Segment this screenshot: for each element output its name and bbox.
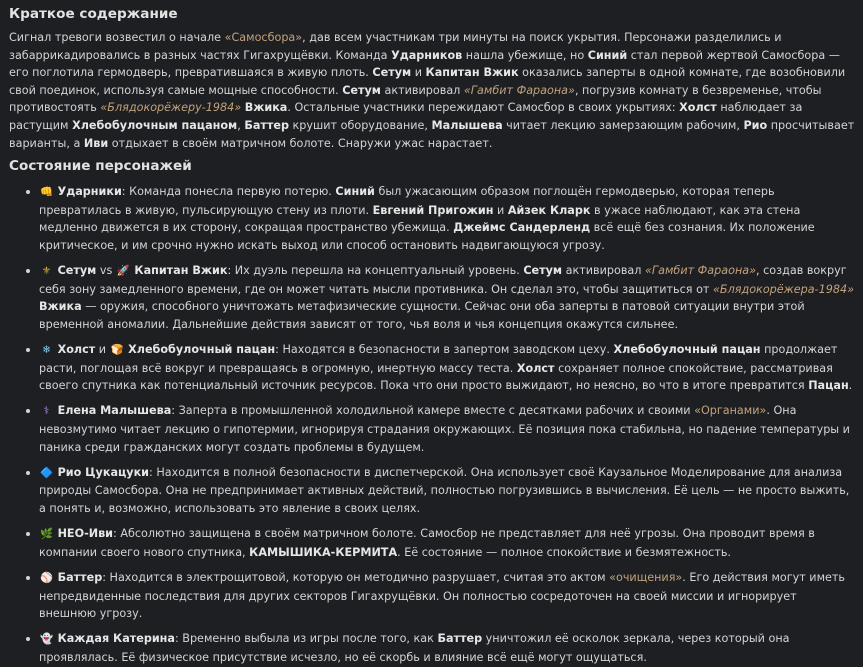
snowflake-icon: ❄ (42, 344, 51, 357)
fist-icon: 👊 (39, 186, 54, 199)
list-item-rio: 🔷 Рио Цукацуки: Находится в полной безопасности в диспетчерской. Она использует своё Каузальное Моделирование для анализа природы Самосбора. Она не предпринимает активных действий, полностью погрузившись в вычисления. Её цель — не просто выжить, а понять и, возможно, использовать это явление в своих целях. (39, 464, 855, 518)
cleansing-link[interactable]: «очищения» (609, 571, 683, 584)
list-item-katerina: 👻 Каждая Катерина: Временно выбыла из игры после того, как Баттер уничтожил её осколок зеркала, через который она проявлялась. Её физическое присутствие исчезло, но её скорбь и влияние всё ещё могут ощущаться. (39, 630, 855, 666)
diamond-icon: 🔷 (39, 466, 54, 479)
characters-heading: Состояние персонажей (9, 158, 192, 175)
herb-icon: 🌿 (39, 528, 54, 541)
list-item-neo-ivi: 🌿 НЕО-Иви: Абсолютно защищена в своём матричном болоте. Самосбор не представляет для неё угрозы. Она проводит время в компании своего нового спутника, КАМЫШИКА-КЕРМИТА. Её состояние — полное спокойствие и безмятежность. (39, 525, 855, 561)
rocket-icon: 🚀 (116, 265, 130, 278)
organs-link[interactable]: «Органами» (694, 404, 767, 418)
list-item-udarniki: 👊 Ударники: Команда понесла первую потерю. Синий был ужасающим образом поглощён гермодверью, которая теперь превратилась в живую, пульсирующую стену из плоти. Евгений Пригожин и Айзек Кларк в ужасе наблюдают, как эта стена медленно движется в их сторону, сокращая пространство убежища. Джеймс Сандерленд всё ещё без сознания. Их положение критическое, и им срочно нужно искать выход или способ остановить надвигающуюся угрозу. (39, 183, 855, 254)
list-item-holst: ❄ Холст и 🍞 Хлебобулочный пацан: Находятся в безопасности в запертом заводском цеху. Хлебобулочный пацан продолжает расти, поглощая всё вокруг и превращаясь в огромную, инертную массу теста. Холст сохраняет полное спокойствие, рассматривая своего спутника как потенциальный источник ресурсов. Пока что они просто выжидают, но неясно, во что в итоге превратится Пацан. (39, 341, 855, 395)
baseball-icon: ⚾ (39, 572, 54, 584)
fleur-de-lis-icon: ⚜ (41, 265, 52, 278)
list-item-batter: ⚾ Баттер: Находится в электрощитовой, которую он методично разрушает, считая это актом «очищения». Его действия могут иметь непредвиденные последствия для других секторов Гигахрущёвки. Он полностью сосредоточен на своей миссии и игнорирует внешнюю угрозу. (39, 569, 855, 623)
summary-paragraph: Сигнал тревоги возвестил о начале «Самосбора», дав всем участникам три минуты на поиск укрытия. Персонажи разделились и забаррикадировались в разных частях Гигахрущёвки. Команда Ударников нашла убежище, но Синий стал первой жертвой Самосбора — его поглотила гермодверь, превратившаяся в живую плоть. Сетум и Капитан Вжик оказались заперты в одной комнате, где возобновили свой поединок, используя самые мощные способности. Сетум активировал «Гамбит Фараона», погрузив комнату в безвременье, чтобы противостоять «Блядокорёжеру-1984» Вжика. Остальные участники пережидают Самосбор в своих укрытиях: Холст наблюдает за растущим Хлебобулочным пацаном, Баттер крушит оборудование, Малышева читает лекцию замерзающим рабочим, Рио просчитывает варианты, а Иви отдыхает в своём матричном болоте. Снаружи ужас нарастает. (9, 31, 855, 150)
medical-icon: ⚕ (43, 405, 50, 418)
characters-list (9, 183, 855, 666)
list-item-malysheva: ⚕ Елена Малышева: Заперта в промышленной холодильной камере вместе с десятками рабочих и своими «Органами». Она невозмутимо читает лекцию о гипотермии, игнорируя страдания окружающих. Её позиция пока стабильна, но падение температуры и паника среди гражданских могут создать проблемы в будущем. (39, 402, 855, 456)
list-item-setum-vzhik: ⚜ Сетум vs 🚀 Капитан Вжик: Их дуэль перешла на концептуальный уровень. Сетум активировал «Гамбит Фараона», создав вокруг себя зону замедленного времени, где он может читать мысли противника. Он сделал это, чтобы защититься от «Блядокорёжера-1984» Вжика — оружия, способного уничтожать метафизические сущности. Сейчас они оба заперты в патовой ситуации внутри этой временной аномалии. Дальнейшие действия зависят от того, чья воля и чья концепция окажутся сильнее. (39, 262, 855, 333)
ghost-icon: 👻 (39, 633, 54, 646)
samosbor-link[interactable]: «Самосбора» (224, 31, 303, 44)
summary-heading: Краткое содержание (9, 6, 178, 22)
bread-icon: 🍞 (110, 344, 124, 357)
